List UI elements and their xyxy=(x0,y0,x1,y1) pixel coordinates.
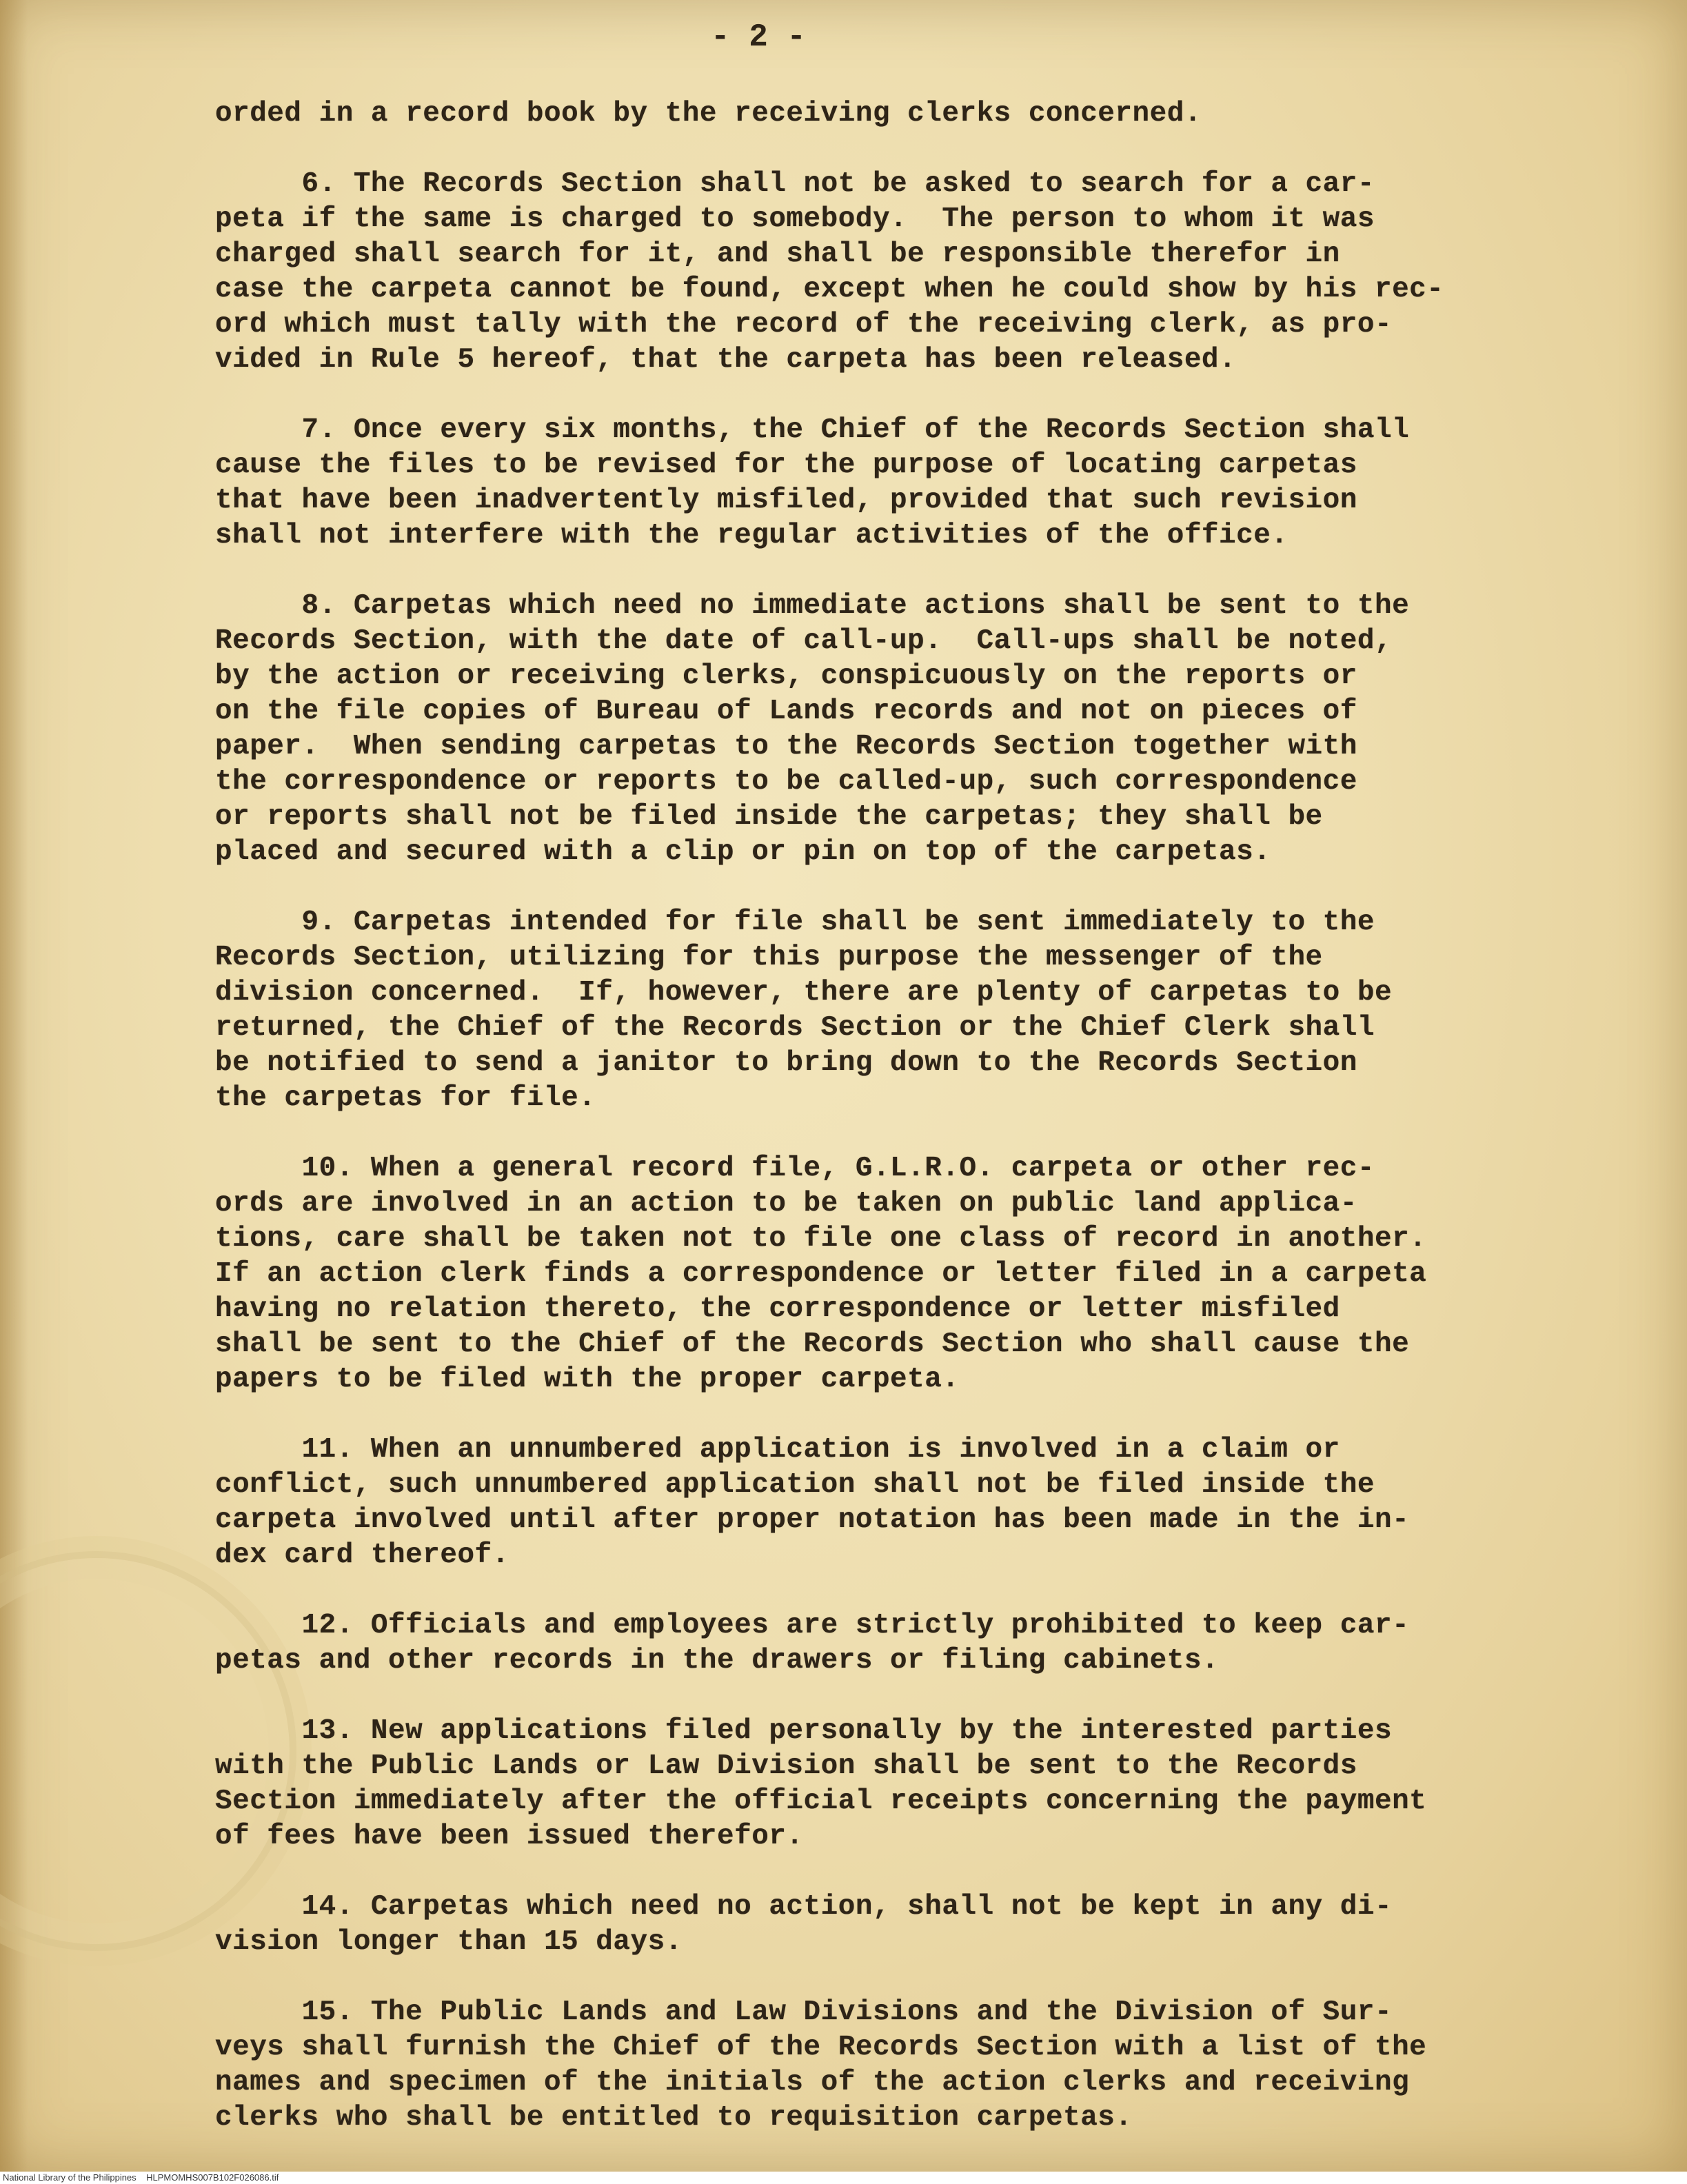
text-line: 13. New applications filed personally by the interested parties xyxy=(215,1715,1393,1747)
text-line: vision longer than 15 days. xyxy=(215,1926,683,1958)
text-line: Records Section, with the date of call-up. Call-ups shall be noted, xyxy=(215,625,1393,657)
text-line: names and specimen of the initials of the action clerks and receiving xyxy=(215,2067,1410,2099)
text-line: case the carpeta cannot be found, except when he could show by his rec- xyxy=(215,274,1444,305)
paragraph-rule-14 xyxy=(215,1890,1497,1960)
text-line: shall be sent to the Chief of the Records Section who shall cause the xyxy=(215,1328,1410,1360)
paragraph-rule-11 xyxy=(215,1433,1497,1573)
text-line: ord which must tally with the record of the receiving clerk, as pro- xyxy=(215,309,1393,341)
paragraph-rule-15 xyxy=(215,1995,1497,2136)
text-line: conflict, such unnumbered application shall not be filed inside the xyxy=(215,1469,1375,1501)
document-body xyxy=(215,97,1497,2171)
text-line: division concerned. If, however, there are plenty of carpetas to be xyxy=(215,977,1393,1009)
text-line: tions, care shall be taken not to file one class of record in another. xyxy=(215,1223,1427,1255)
text-line: shall not interfere with the regular activities of the office. xyxy=(215,520,1289,552)
text-line: 11. When an unnumbered application is involved in a claim or xyxy=(215,1434,1340,1466)
scan-footer-text xyxy=(3,2172,279,2183)
text-line: returned, the Chief of the Records Section or the Chief Clerk shall xyxy=(215,1012,1375,1044)
text-line: vided in Rule 5 hereof, that the carpeta has been released. xyxy=(215,344,1237,376)
text-line: 7. Once every six months, the Chief of the Records Section shall xyxy=(215,414,1410,446)
text-line: peta if the same is charged to somebody. The person to whom it was xyxy=(215,203,1375,235)
paragraph-rule-8 xyxy=(215,589,1497,870)
text-line: placed and secured with a clip or pin on top of the carpetas. xyxy=(215,836,1271,868)
text-line: carpeta involved until after proper notation has been made in the in- xyxy=(215,1504,1410,1536)
text-line: 9. Carpetas intended for file shall be sent immediately to the xyxy=(215,907,1375,938)
text-line: of fees have been issued therefor. xyxy=(215,1821,804,1852)
text-line: cause the files to be revised for the purpose of locating carpetas xyxy=(215,449,1357,481)
text-line: 15. The Public Lands and Law Divisions and the Division of Sur- xyxy=(215,1996,1393,2028)
text-line: 8. Carpetas which need no immediate actions shall be sent to the xyxy=(215,590,1410,622)
text-line: If an action clerk finds a correspondence or letter filed in a carpeta xyxy=(215,1258,1427,1290)
paragraph-rule-13 xyxy=(215,1714,1497,1854)
paragraph-rule-6 xyxy=(215,167,1497,378)
text-line: by the action or receiving clerks, conspicuously on the reports or xyxy=(215,660,1357,692)
text-line: that have been inadvertently misfiled, provided that such revision xyxy=(215,485,1357,516)
paragraph-rule-10 xyxy=(215,1151,1497,1397)
text-line: Records Section, utilizing for this purpose the messenger of the xyxy=(215,942,1323,973)
paragraph-rule-9 xyxy=(215,905,1497,1116)
text-line: or reports shall not be filed inside the carpetas; they shall be xyxy=(215,801,1323,833)
text-line: on the file copies of Bureau of Lands records and not on pieces of xyxy=(215,696,1357,727)
text-line: 12. Officials and employees are strictly prohibited to keep car- xyxy=(215,1610,1410,1641)
text-line: veys shall furnish the Chief of the Records Section with a list of the xyxy=(215,2032,1427,2063)
text-line: with the Public Lands or Law Division shall be sent to the Records xyxy=(215,1750,1357,1782)
text-line: paper. When sending carpetas to the Records Section together with xyxy=(215,731,1357,762)
paragraph-rule-12 xyxy=(215,1608,1497,1679)
paragraph-continuation xyxy=(215,97,1497,132)
page-number: - 2 - xyxy=(710,19,807,55)
text-line: ords are involved in an action to be taken on public land applica- xyxy=(215,1188,1357,1220)
text-line: charged shall search for it, and shall be responsible therefor in xyxy=(215,239,1340,270)
paragraph-rule-7 xyxy=(215,413,1497,554)
text-line: Section immediately after the official receipts concerning the payment xyxy=(215,1786,1427,1817)
text-line: the carpetas for file. xyxy=(215,1082,596,1114)
text-line: papers to be filed with the proper carpeta. xyxy=(215,1364,960,1395)
text-line: 10. When a general record file, G.L.R.O. carpeta or other rec- xyxy=(215,1153,1375,1184)
footer-file-id: HLPMOMHS007B102F026086.tif xyxy=(146,2172,279,2183)
text-line: be notified to send a janitor to bring down to the Records Section xyxy=(215,1047,1357,1079)
text-line: dex card thereof. xyxy=(215,1539,509,1571)
text-line: orded in a record book by the receiving clerks concerned. xyxy=(215,98,1202,130)
text-line: petas and other records in the drawers or filing cabinets. xyxy=(215,1645,1220,1677)
footer-archive: National Library of the Philippines xyxy=(3,2172,137,2183)
text-line: the correspondence or reports to be called-up, such correspondence xyxy=(215,766,1357,798)
text-line: 14. Carpetas which need no action, shall not be kept in any di- xyxy=(215,1891,1393,1923)
text-line: clerks who shall be entitled to requisition carpetas. xyxy=(215,2102,1133,2134)
text-line: having no relation thereto, the correspondence or letter misfiled xyxy=(215,1293,1340,1325)
text-line: 6. The Records Section shall not be asked to search for a car- xyxy=(215,168,1375,200)
